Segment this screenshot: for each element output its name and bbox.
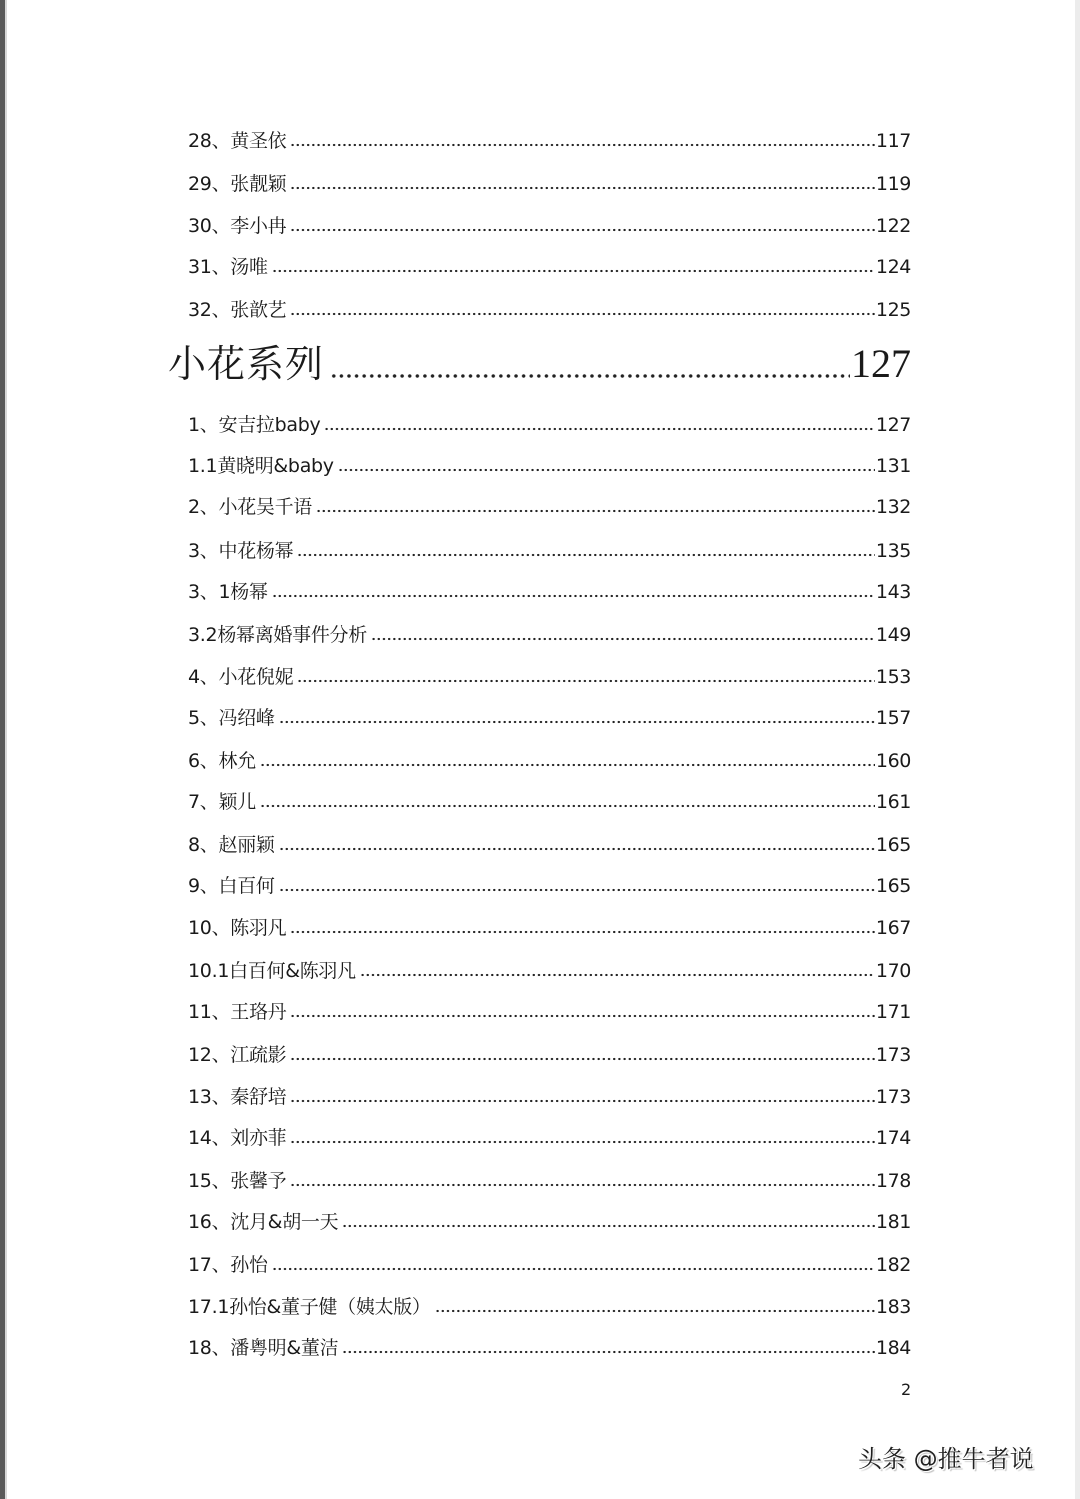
toc-entry-page: 135 [875,540,911,562]
toc-entry-label: 3、1杨幂 [188,581,268,603]
toc-entry-label: 32、张歆艺 [188,299,287,321]
toc-entry-page: 167 [875,917,911,939]
toc-entry[interactable] [188,701,911,731]
toc-entry-page: 174 [875,1127,911,1149]
toc-entry-label: 9、白百何 [188,875,275,897]
dot-leader [279,846,875,852]
dot-leader [272,593,875,599]
dot-leader [342,1223,875,1229]
toc-entry-page: 181 [875,1211,911,1233]
dot-leader [297,552,875,558]
toc-entry[interactable] [188,250,911,280]
toc-entry[interactable] [188,618,911,648]
toc-entry[interactable] [188,124,911,154]
toc-entry-page: 122 [875,215,911,237]
toc-entry-page: 131 [875,455,911,477]
toc-entry-page: 125 [875,299,911,321]
toc-entry-page: 160 [875,750,911,772]
toc-entry[interactable] [188,911,911,941]
toc-entry[interactable] [188,660,911,690]
dot-leader [290,311,875,317]
dot-leader [272,1266,875,1272]
dot-leader [435,1308,875,1314]
toc-entry-label: 29、张靓颖 [188,173,287,195]
toc-entry[interactable] [188,1080,911,1110]
toc-entry-page: 165 [875,875,911,897]
dot-leader [260,762,875,768]
dot-leader [338,467,875,473]
toc-entry-page: 161 [875,791,911,813]
toc-entry-label: 6、林允 [188,750,256,772]
dot-leader [290,1139,875,1145]
toc-entry-page: 157 [875,707,911,729]
toc-entry[interactable] [188,293,911,323]
toc-entry[interactable] [188,785,911,815]
toc-entry-page: 165 [875,834,911,856]
toc-entry[interactable] [188,828,911,858]
dot-leader [290,1182,875,1188]
toc-entry-label: 1.1黄晓明&baby [188,455,334,477]
toc-entry-label: 12、江疏影 [188,1044,287,1066]
page-number: 2 [901,1380,912,1399]
dot-leader [330,372,850,380]
toc-entry[interactable] [188,1121,911,1151]
toc-entry-page: 183 [875,1296,911,1318]
toc-entry-page: 132 [875,496,911,518]
dot-leader [290,142,875,148]
toc-entry-label: 10、陈羽凡 [188,917,287,939]
toc-entry[interactable] [188,167,911,197]
toc-entry-label: 31、汤唯 [188,256,268,278]
dot-leader [316,508,875,514]
toc-entry-page: 170 [875,960,911,982]
section-heading-label: 小花系列 [168,342,325,386]
toc-entry-label: 10.1白百何&陈羽凡 [188,960,356,982]
toc-entry[interactable] [188,1038,911,1068]
dot-leader [290,227,875,233]
toc-entry[interactable] [188,209,911,239]
dot-leader [297,678,875,684]
dot-leader [272,268,875,274]
dot-leader [279,887,875,893]
toc-entry-page: 173 [875,1044,911,1066]
dot-leader [342,1349,875,1355]
watermark-text: 头条 @推牛者说 [858,1445,1034,1473]
toc-entry-label: 30、李小冉 [188,215,287,237]
toc-entry[interactable] [188,1331,911,1361]
toc-entry-page: 124 [875,256,911,278]
toc-entry-label: 5、冯绍峰 [188,707,275,729]
toc-entry[interactable] [188,1205,911,1235]
dot-leader [290,1013,875,1019]
toc-entry-page: 178 [875,1170,911,1192]
section-heading-page: 127 [851,341,911,386]
dot-leader [290,185,875,191]
toc-entry-label: 4、小花倪妮 [188,666,294,688]
toc-entry[interactable] [188,1164,911,1194]
toc-entry[interactable] [188,744,911,774]
toc-entry-page: 173 [875,1086,911,1108]
toc-entry[interactable] [188,534,911,564]
toc-entry-page: 143 [875,581,911,603]
toc-entry[interactable] [188,869,911,899]
toc-entry-label: 1、安吉拉baby [188,414,321,436]
dot-leader [290,1056,875,1062]
toc-entry-label: 13、秦舒培 [188,1086,287,1108]
toc-entry[interactable] [188,995,911,1025]
dot-leader [279,719,875,725]
toc-entry-label: 3、中花杨幂 [188,540,294,562]
dot-leader [371,636,875,642]
toc-entry-label: 11、王珞丹 [188,1001,287,1023]
toc-entry-label: 15、张馨予 [188,1170,287,1192]
toc-entry-label: 8、赵丽颖 [188,834,275,856]
toc-entry-page: 182 [875,1254,911,1276]
toc-entry[interactable] [188,449,911,479]
toc-entry-page: 149 [875,624,911,646]
toc-entry-page: 127 [875,414,911,436]
dot-leader [290,1098,875,1104]
toc-entry[interactable] [188,408,911,438]
toc-entry-page: 171 [875,1001,911,1023]
dot-leader [360,972,875,978]
toc-entry-label: 14、刘亦菲 [188,1127,287,1149]
toc-entry[interactable] [188,1248,911,1278]
toc-entry-label: 3.2杨幂离婚事件分析 [188,624,367,646]
dot-leader [290,929,875,935]
toc-entry-page: 184 [875,1337,911,1359]
toc-entry-label: 17、孙怡 [188,1254,268,1276]
toc-entry-page: 119 [875,173,911,195]
toc-entry-label: 16、沈月&胡一天 [188,1211,339,1233]
toc-entry[interactable] [188,490,911,520]
toc-entry[interactable] [188,575,911,605]
dot-leader [260,803,875,809]
toc-entry-label: 28、黄圣依 [188,130,287,152]
toc-entry-page: 153 [875,666,911,688]
toc-entry-label: 18、潘粤明&董洁 [188,1337,339,1359]
toc-entry-label: 2、小花吴千语 [188,496,312,518]
toc-entry-label: 17.1孙怡&董子健（姨太版） [188,1296,431,1318]
toc-entry[interactable] [188,954,911,984]
dot-leader [324,426,875,432]
toc-entry-label: 7、颖儿 [188,791,256,813]
toc-entry[interactable] [188,1290,911,1320]
toc-entry-page: 117 [875,130,911,152]
toc-section-heading[interactable] [168,338,911,388]
